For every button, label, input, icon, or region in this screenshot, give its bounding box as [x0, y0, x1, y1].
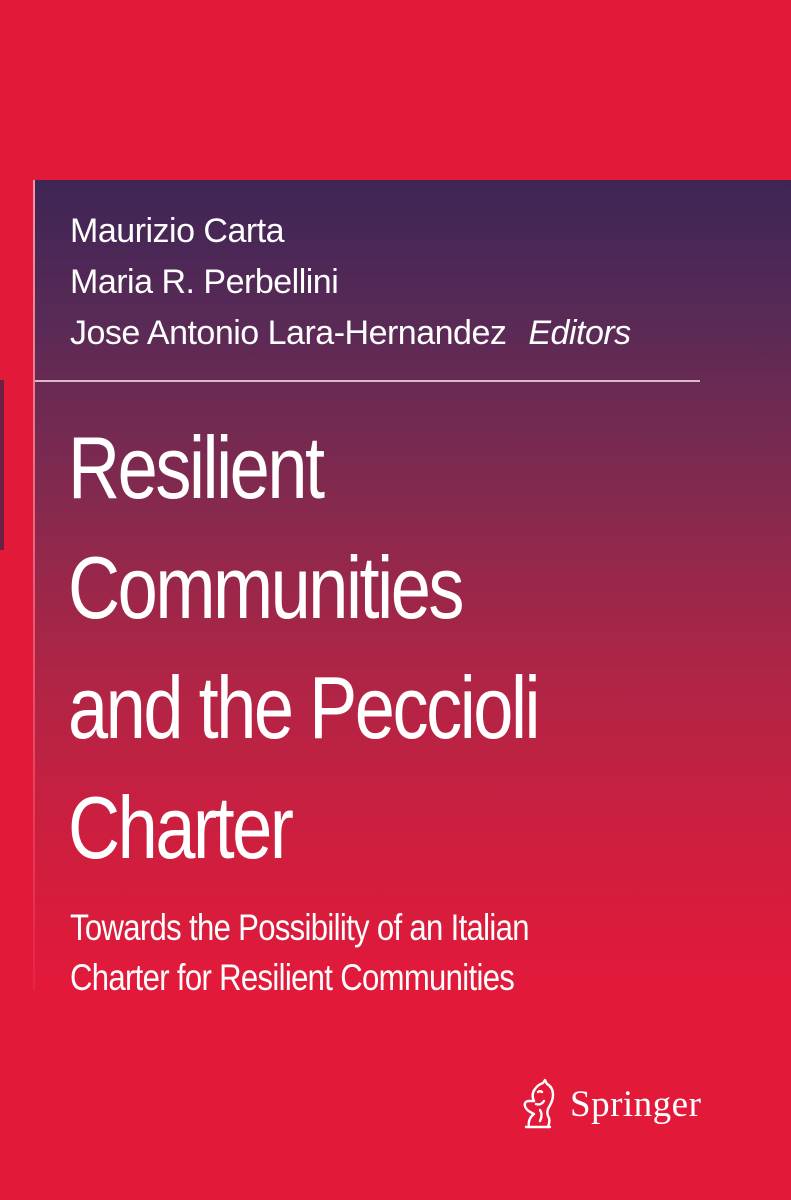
editors-label: Editors [528, 314, 631, 352]
title-line: Communities [68, 538, 462, 637]
spine-accent [0, 380, 4, 550]
panel-edge [33, 180, 35, 990]
book-subtitle [70, 903, 529, 1003]
subtitle-line: Towards the Possibility of an Italian [70, 907, 529, 948]
editor-name: Maria R. Perbellini [70, 263, 339, 301]
title-line: Charter [68, 778, 292, 877]
editor-list [70, 206, 631, 359]
springer-horse-icon [516, 1077, 560, 1131]
subtitle-line: Charter for Resilient Communities [70, 957, 515, 998]
title-line: Resilient [68, 418, 323, 517]
book-title [68, 408, 642, 888]
editor-name-last [70, 308, 631, 359]
divider [35, 380, 700, 382]
editor-name: Maurizio Carta [70, 212, 285, 250]
publisher-logo [516, 1076, 701, 1132]
title-line: and the Peccioli [68, 658, 539, 757]
editor-name: Jose Antonio Lara-Hernandez [70, 314, 507, 352]
publisher-name: Springer [570, 1083, 702, 1125]
